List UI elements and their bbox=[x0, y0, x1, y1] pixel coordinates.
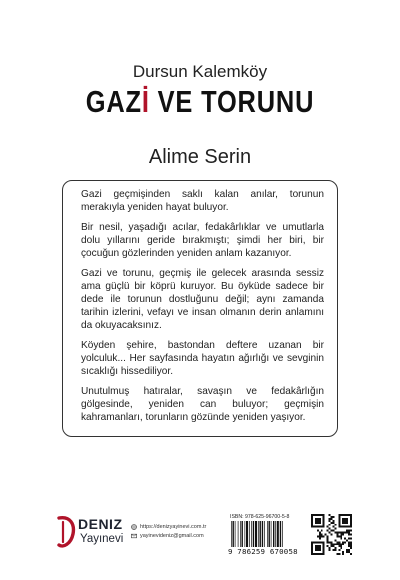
qr-module bbox=[325, 534, 327, 536]
qr-module bbox=[317, 535, 319, 537]
isbn-label: ISBN: 978-625-96700-5-8 bbox=[230, 514, 290, 520]
barcode-bar bbox=[269, 521, 270, 547]
publisher-contacts bbox=[131, 523, 231, 541]
qr-module bbox=[315, 545, 321, 551]
qr-module bbox=[348, 534, 350, 536]
title-part-1: GAZ bbox=[85, 84, 142, 119]
qr-module bbox=[350, 553, 352, 555]
contact-website-text[interactable]: https://denizyayinevi.com.tr bbox=[140, 524, 207, 530]
barcode-bar bbox=[233, 521, 234, 547]
barcode-bar bbox=[275, 521, 276, 547]
qr-module bbox=[332, 543, 334, 545]
barcode bbox=[230, 521, 302, 547]
qr-module bbox=[327, 539, 329, 541]
blurb-paragraph: Gazi geçmişinden saklı kalan anılar, torunun merakıyla yeniden hayat buluyor. bbox=[81, 189, 324, 213]
qr-module bbox=[327, 541, 329, 543]
publisher-name: DENIZ bbox=[78, 516, 123, 532]
qr-module bbox=[346, 530, 348, 532]
qr-module bbox=[350, 543, 352, 545]
barcode-bar bbox=[235, 521, 236, 547]
qr-module bbox=[344, 532, 346, 534]
barcode-bar bbox=[253, 521, 254, 547]
qr-module bbox=[342, 534, 344, 536]
qr-module bbox=[338, 553, 340, 555]
barcode-bar bbox=[280, 521, 281, 547]
contact-website bbox=[131, 523, 231, 532]
title-part-2: VE TORUNU bbox=[149, 84, 315, 119]
barcode-bar bbox=[273, 521, 274, 547]
qr-code bbox=[311, 514, 352, 555]
barcode-bar bbox=[264, 521, 265, 547]
qr-module bbox=[327, 535, 329, 537]
second-author-name: Alime Serin bbox=[148, 146, 252, 168]
qr-module bbox=[329, 541, 331, 543]
qr-module bbox=[331, 518, 333, 520]
qr-module bbox=[350, 541, 352, 543]
qr-module bbox=[329, 532, 331, 534]
qr-module bbox=[331, 530, 333, 532]
qr-module bbox=[340, 547, 342, 549]
barcode-bar bbox=[240, 521, 241, 547]
qr-module bbox=[336, 543, 338, 545]
qr-module bbox=[334, 543, 336, 545]
qr-module bbox=[331, 545, 333, 547]
qr-module bbox=[329, 518, 331, 520]
qr-module bbox=[342, 518, 348, 524]
qr-module bbox=[338, 543, 340, 545]
qr-module bbox=[344, 537, 346, 539]
qr-module bbox=[329, 520, 331, 522]
qr-module bbox=[348, 545, 350, 547]
qr-module bbox=[340, 545, 342, 547]
barcode-bar bbox=[260, 521, 261, 547]
qr-module bbox=[329, 514, 331, 516]
barcode-bar bbox=[238, 521, 239, 547]
qr-module bbox=[342, 543, 344, 545]
qr-module bbox=[344, 541, 346, 543]
qr-module bbox=[327, 545, 329, 547]
blurb-paragraph: Unutulmuş hatıralar, savaşın ve fedakârlığın gölgesinde, yeniden can buluyor; geçmişin kahramanları, torunların gözünde yeniden yaşıyor. bbox=[81, 386, 324, 423]
qr-module bbox=[332, 549, 334, 551]
qr-module bbox=[331, 522, 333, 524]
qr-module bbox=[342, 532, 344, 534]
qr-module bbox=[329, 524, 331, 526]
qr-module bbox=[329, 528, 331, 530]
qr-module bbox=[338, 532, 340, 534]
qr-module bbox=[336, 534, 338, 536]
qr-module bbox=[342, 553, 344, 555]
qr-module bbox=[334, 524, 336, 526]
qr-module bbox=[327, 526, 329, 528]
globe-icon bbox=[131, 524, 137, 530]
qr-module bbox=[336, 541, 338, 543]
qr-module bbox=[319, 535, 321, 537]
qr-module bbox=[348, 543, 350, 545]
title-accent-letter: İ bbox=[141, 84, 150, 119]
qr-module bbox=[331, 534, 333, 536]
barcode-bar bbox=[282, 521, 283, 547]
qr-module bbox=[332, 526, 334, 528]
qr-module bbox=[342, 551, 344, 553]
barcode-bar bbox=[245, 521, 246, 547]
barcode-bar bbox=[262, 521, 263, 547]
qr-module bbox=[340, 534, 342, 536]
qr-module bbox=[348, 537, 350, 539]
qr-module bbox=[340, 535, 342, 537]
qr-module bbox=[317, 530, 319, 532]
qr-module bbox=[323, 535, 325, 537]
qr-module bbox=[332, 530, 334, 532]
qr-module bbox=[348, 530, 350, 532]
qr-module bbox=[340, 537, 342, 539]
blurb-box bbox=[62, 180, 338, 437]
barcode-bar bbox=[277, 521, 279, 547]
qr-module bbox=[342, 541, 344, 543]
qr-module bbox=[348, 551, 350, 553]
qr-module bbox=[334, 528, 336, 530]
blurb-paragraph: Gazi ve torunu, geçmiş ile gelecek arasında sessiz ama güçlü bir köprü kuruyor. Bu öyküde sadece bir dede ile torunun dostluğunu değil; aynı zamanda tarihin izlerini, vefayı ve insan olmanın derin anlamını da okuyacaksınız. bbox=[81, 268, 324, 331]
qr-module bbox=[334, 549, 336, 551]
qr-module bbox=[336, 532, 338, 534]
qr-module bbox=[331, 541, 333, 543]
qr-module bbox=[319, 537, 321, 539]
qr-module bbox=[334, 532, 336, 534]
qr-module bbox=[348, 532, 350, 534]
qr-module bbox=[350, 545, 352, 547]
qr-module bbox=[321, 530, 323, 532]
qr-module bbox=[332, 516, 334, 518]
qr-module bbox=[332, 520, 334, 522]
qr-module bbox=[331, 543, 333, 545]
qr-module bbox=[338, 545, 340, 547]
qr-module bbox=[338, 541, 340, 543]
barcode-bar bbox=[267, 521, 268, 547]
blurb-paragraph: Köyden şehire, bastondan deftere uzanan bir yolculuk... Her sayfasında hayatın ağırlığı ve sevginin sıcaklığı hissediliyor. bbox=[81, 340, 324, 377]
publisher-subtitle: Yayınevi bbox=[80, 533, 124, 545]
barcode-bar bbox=[251, 521, 252, 547]
qr-module bbox=[315, 518, 321, 524]
barcode-digits: 9 786259 670058 bbox=[228, 547, 298, 556]
book-title bbox=[36, 84, 364, 120]
contact-email bbox=[131, 532, 231, 541]
qr-module bbox=[327, 530, 329, 532]
contact-email-text[interactable]: yayinevideniz@gmail.com bbox=[140, 533, 204, 539]
publisher-logo bbox=[56, 512, 136, 552]
email-icon bbox=[131, 533, 137, 539]
qr-module bbox=[350, 530, 352, 532]
barcode-bar bbox=[258, 521, 259, 547]
qr-module bbox=[332, 522, 334, 524]
barcode-bar bbox=[271, 521, 272, 547]
qr-module bbox=[319, 534, 321, 536]
qr-module bbox=[348, 541, 350, 543]
publisher-logo-mark-icon bbox=[56, 512, 76, 552]
qr-module bbox=[346, 532, 348, 534]
qr-module bbox=[346, 539, 348, 541]
qr-module bbox=[332, 545, 334, 547]
qr-module bbox=[321, 534, 323, 536]
qr-module bbox=[338, 535, 340, 537]
qr-module bbox=[334, 539, 336, 541]
author-name: Dursun Kalemköy bbox=[132, 62, 268, 81]
qr-module bbox=[321, 535, 323, 537]
qr-module bbox=[350, 547, 352, 549]
qr-module bbox=[350, 537, 352, 539]
qr-module bbox=[340, 532, 342, 534]
qr-module bbox=[340, 543, 342, 545]
qr-module bbox=[336, 553, 338, 555]
barcode-bar bbox=[242, 521, 243, 547]
barcode-bar bbox=[246, 521, 248, 547]
qr-module bbox=[346, 549, 348, 551]
qr-module bbox=[338, 549, 340, 551]
qr-module bbox=[319, 532, 321, 534]
qr-module bbox=[329, 549, 331, 551]
qr-module bbox=[346, 551, 348, 553]
barcode-bar bbox=[249, 521, 250, 547]
qr-module bbox=[348, 549, 350, 551]
barcode-bar bbox=[231, 521, 232, 547]
qr-module bbox=[336, 535, 338, 537]
qr-module bbox=[329, 547, 331, 549]
qr-module bbox=[350, 534, 352, 536]
qr-module bbox=[331, 516, 333, 518]
barcode-bar bbox=[255, 521, 257, 547]
blurb-paragraph: Bir nesil, yaşadığı acılar, fedakârlıklar ve umutlarla dolu yıllarını geride bırakmıştı; şimdi her biri, bir çocuğun gözlerinden yeniden anlam kazanıyor. bbox=[81, 222, 324, 259]
qr-module bbox=[334, 547, 336, 549]
qr-module bbox=[327, 537, 329, 539]
